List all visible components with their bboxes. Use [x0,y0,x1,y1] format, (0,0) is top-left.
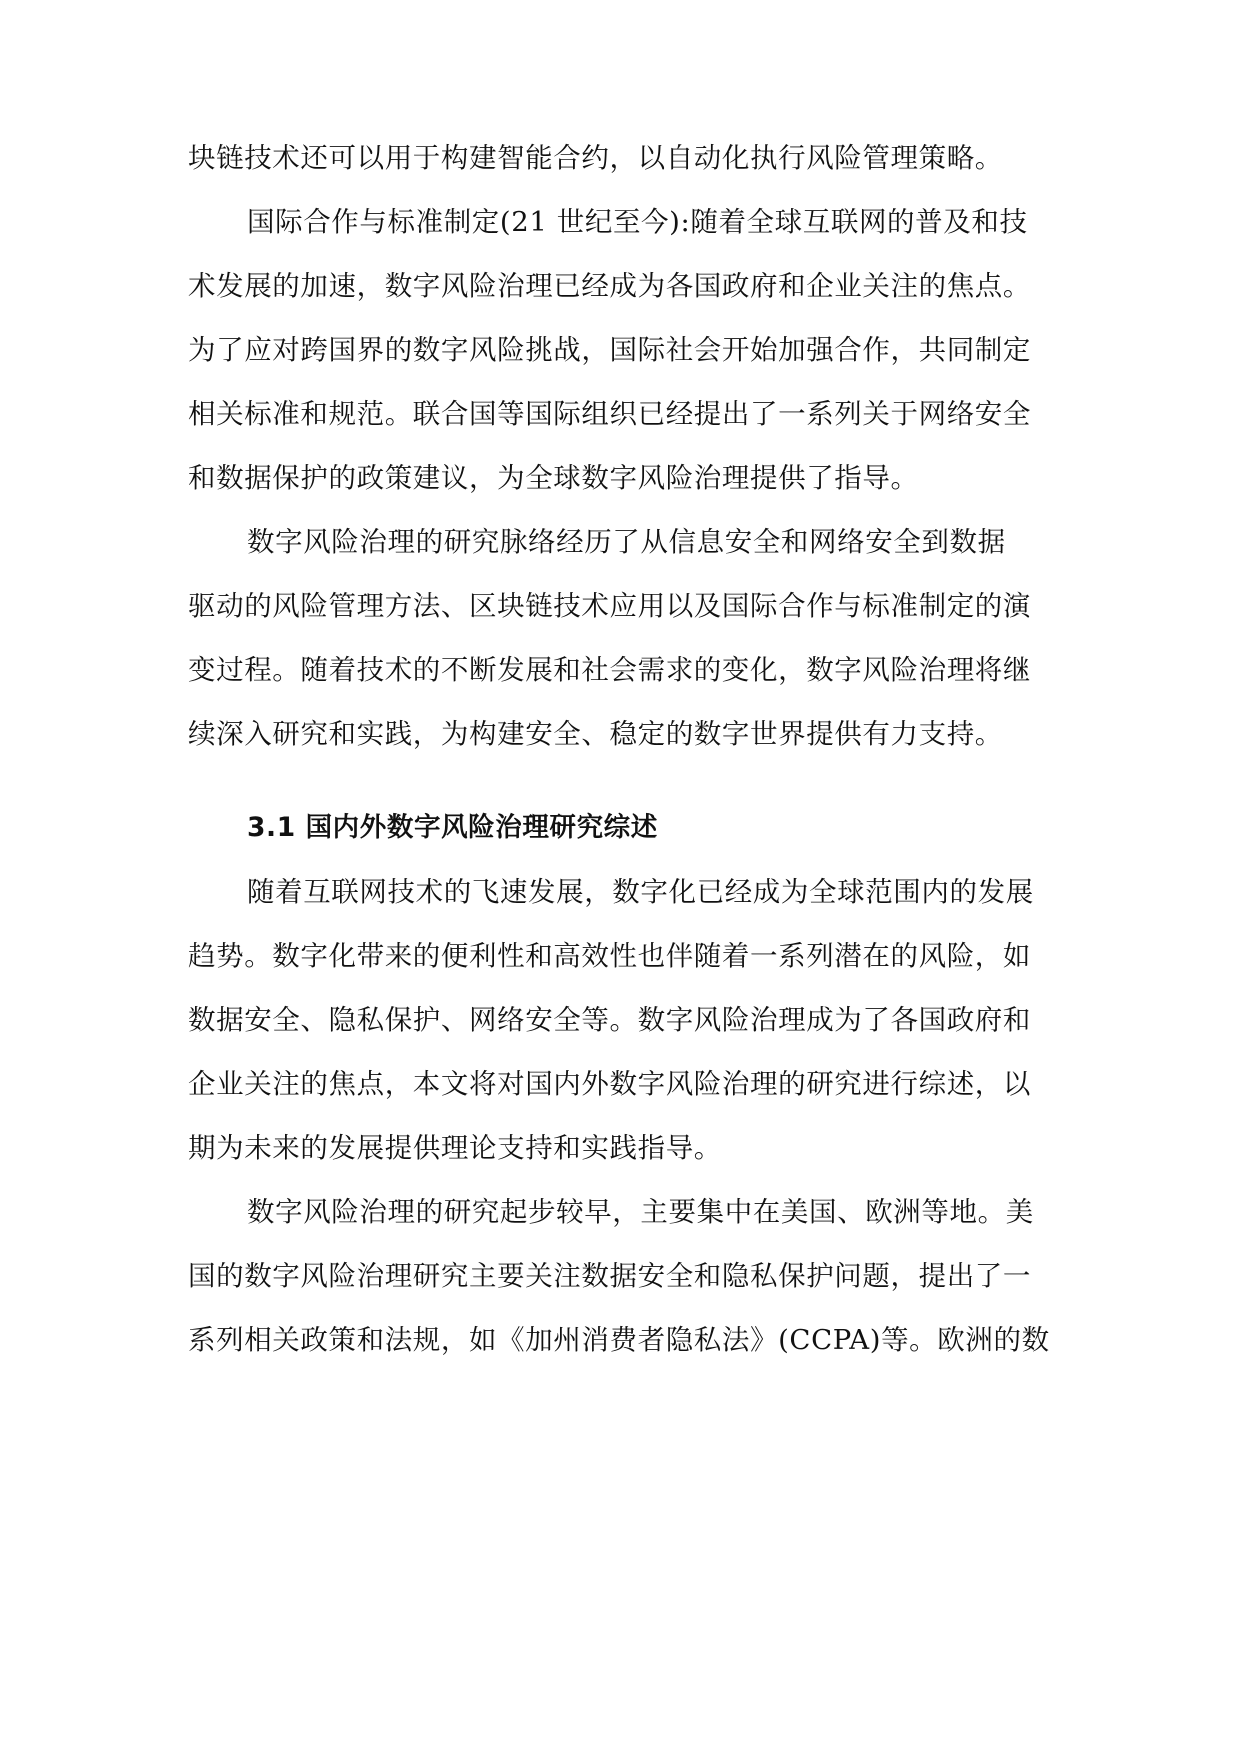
paragraph-line: 数字风险治理的研究脉络经历了从信息安全和网络安全到数据 [247,526,1006,558]
paragraph-line: 企业关注的焦点，本文将对国内外数字风险治理的研究进行综述，以 [188,1068,1031,1100]
paragraph-line: 驱动的风险管理方法、区块链技术应用以及国际合作与标准制定的演 [188,590,1031,622]
section-heading: 3.1 国内外数字风险治理研究综述 [247,812,658,843]
paragraph-line: 随着互联网技术的飞速发展，数字化已经成为全球范围内的发展 [247,876,1034,908]
paragraph-line: 续深入研究和实践，为构建安全、稳定的数字世界提供有力支持。 [188,718,1003,750]
paragraph-line: 术发展的加速，数字风险治理已经成为各国政府和企业关注的焦点。 [188,270,1031,302]
paragraph-line: 块链技术还可以用于构建智能合约，以自动化执行风险管理策略。 [188,142,1003,174]
paragraph-line: 数字风险治理的研究起步较早，主要集中在美国、欧洲等地。美 [247,1196,1034,1228]
paragraph-line: 趋势。数字化带来的便利性和高效性也伴随着一系列潜在的风险，如 [188,940,1031,972]
paragraph-line: 和数据保护的政策建议，为全球数字风险治理提供了指导。 [188,462,919,494]
paragraph-line: 为了应对跨国界的数字风险挑战，国际社会开始加强合作，共同制定 [188,334,1031,366]
paragraph-line: 变过程。随着技术的不断发展和社会需求的变化，数字风险治理将继 [188,654,1031,686]
paragraph-line: 相关标准和规范。联合国等国际组织已经提出了一系列关于网络安全 [188,398,1031,430]
paragraph-line: 期为未来的发展提供理论支持和实践指导。 [188,1132,722,1164]
paragraph-line: 系列相关政策和法规，如《加州消费者隐私法》(CCPA)等。欧洲的数 [188,1324,1050,1356]
paragraph-line: 国的数字风险治理研究主要关注数据安全和隐私保护问题，提出了一 [188,1260,1031,1292]
paragraph-line: 数据安全、隐私保护、网络安全等。数字风险治理成为了各国政府和 [188,1004,1031,1036]
paragraph-line: 国际合作与标准制定(21 世纪至今):随着全球互联网的普及和技 [247,206,1028,238]
